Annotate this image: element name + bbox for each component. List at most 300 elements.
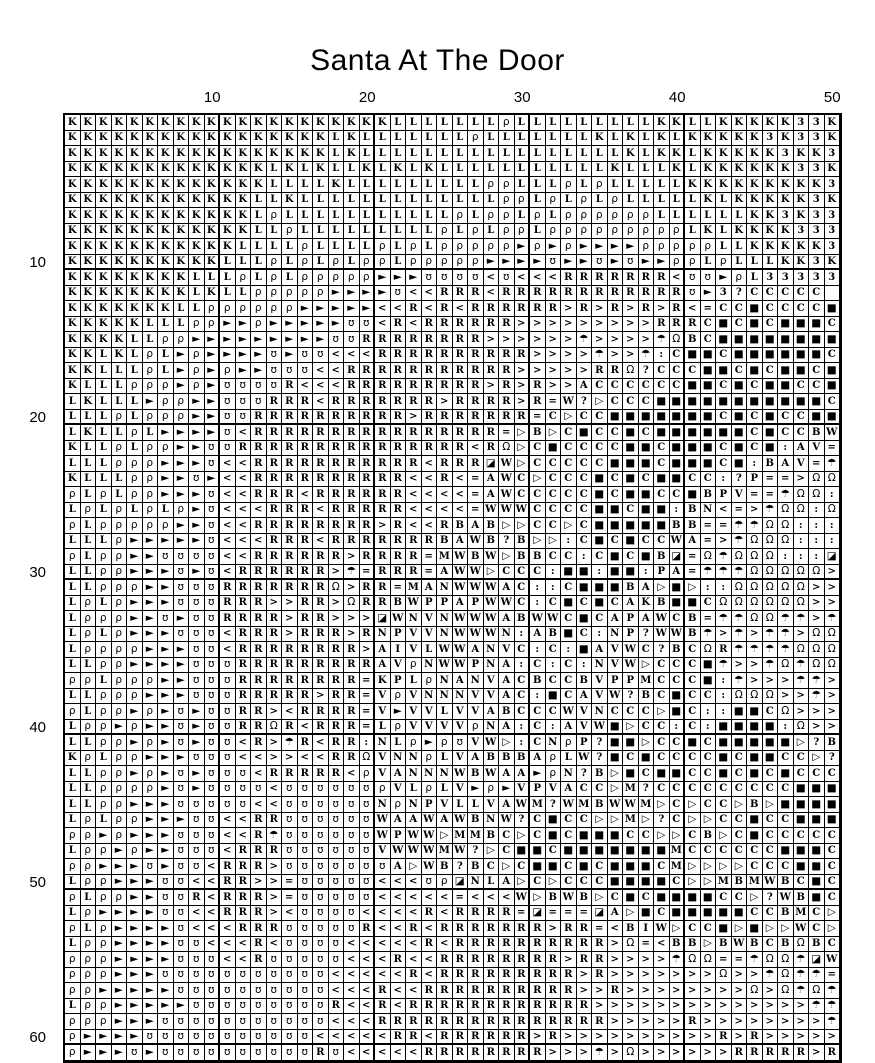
grid-cell: L [81, 565, 97, 581]
grid-cell: > [484, 379, 500, 395]
grid-cell: ☂ [747, 952, 763, 968]
grid-cell: ► [158, 782, 174, 798]
grid-cell: ■ [747, 348, 763, 364]
grid-cell: K [158, 131, 174, 147]
grid-cell: > [639, 999, 655, 1015]
grid-cell: 3 [809, 270, 825, 286]
grid-cell: R [453, 363, 469, 379]
grid-cell: W [484, 627, 500, 643]
grid-cell: C [639, 394, 655, 410]
grid-cell: ρ [205, 317, 221, 333]
grid-cell: P [468, 658, 484, 674]
grid-cell: L [158, 317, 174, 333]
grid-cell: ρ [112, 611, 128, 627]
grid-cell: ► [127, 859, 143, 875]
grid-cell: ■ [670, 456, 686, 472]
grid-cell: ʊ [251, 983, 267, 999]
grid-cell: Ω [778, 503, 794, 519]
grid-cell: L [406, 673, 422, 689]
grid-cell: C [654, 379, 670, 395]
grid-cell: R [484, 968, 500, 984]
grid-cell: R [437, 317, 453, 333]
grid-cell: > [763, 999, 779, 1015]
grid-cell: ʊ [344, 317, 360, 333]
grid-cell: : [515, 720, 531, 736]
grid-cell: ʊ [174, 735, 190, 751]
grid-cell: ■ [685, 441, 701, 457]
grid-cell: ► [158, 658, 174, 674]
grid-cell: ρ [267, 208, 283, 224]
grid-cell: > [623, 317, 639, 333]
grid-cell: ʊ [313, 906, 329, 922]
grid-cell: > [577, 1030, 593, 1046]
grid-cell: ■ [763, 332, 779, 348]
grid-cell: R [592, 270, 608, 286]
grid-cell: B [484, 518, 500, 534]
grid-cell: K [81, 131, 97, 147]
grid-cell: K [654, 115, 670, 131]
grid-cell: W [794, 921, 810, 937]
grid-cell: ʊ [251, 1045, 267, 1061]
grid-cell: V [577, 704, 593, 720]
grid-cell: ■ [747, 332, 763, 348]
grid-cell: = [282, 890, 298, 906]
grid-cell: L [65, 410, 81, 426]
grid-cell: K [112, 177, 128, 193]
grid-cell: ʊ [220, 425, 236, 441]
grid-cell: > [282, 596, 298, 612]
grid-cell: Ω [778, 596, 794, 612]
grid-cell: K [112, 286, 128, 302]
grid-cell: ʊ [267, 379, 283, 395]
grid-cell: ρ [375, 782, 391, 798]
grid-cell: R [344, 425, 360, 441]
top-axis-label: 20 [358, 89, 376, 106]
grid-cell: ρ [96, 611, 112, 627]
grid-cell: R [344, 720, 360, 736]
grid-cell: ʊ [282, 363, 298, 379]
grid-cell: V [484, 689, 500, 705]
grid-cell: : [794, 518, 810, 534]
grid-cell: 3 [794, 270, 810, 286]
grid-cell: L [732, 255, 748, 271]
grid-cell: Ω [825, 658, 841, 674]
grid-cell: ρ [360, 270, 376, 286]
grid-cell: R [267, 518, 283, 534]
grid-cell: K [623, 146, 639, 162]
grid-cell: R [794, 1045, 810, 1061]
grid-cell: ρ [81, 952, 97, 968]
grid-cell: ■ [794, 797, 810, 813]
grid-cell: L [267, 162, 283, 178]
grid-cell: ■ [608, 844, 624, 860]
grid-cell: > [530, 332, 546, 348]
grid-cell: C [561, 441, 577, 457]
grid-cell: B [809, 937, 825, 953]
grid-cell: K [127, 270, 143, 286]
grid-cell: L [484, 224, 500, 240]
grid-cell: C [623, 549, 639, 565]
grid-cell: ■ [654, 890, 670, 906]
grid-cell: R [267, 921, 283, 937]
grid-cell: ρ [329, 270, 345, 286]
grid-cell: C [701, 766, 717, 782]
grid-cell: R [499, 921, 515, 937]
grid-cell: L [453, 131, 469, 147]
grid-cell: ρ [65, 1014, 81, 1030]
grid-cell: = [546, 394, 562, 410]
grid-cell: R [375, 425, 391, 441]
grid-cell: ʊ [158, 1014, 174, 1030]
grid-cell: C [623, 751, 639, 767]
grid-cell: ʊ [189, 1045, 205, 1061]
grid-cell: C [747, 379, 763, 395]
grid-cell: ʊ [205, 751, 221, 767]
grid-cell: Ω [825, 627, 841, 643]
grid-cell: < [251, 503, 267, 519]
grid-cell: K [205, 286, 221, 302]
grid-cell: ρ [251, 286, 267, 302]
grid-cell: L [484, 115, 500, 131]
grid-cell: ► [96, 906, 112, 922]
grid-cell: V [375, 751, 391, 767]
grid-cell: W [453, 565, 469, 581]
grid-cell: C [561, 580, 577, 596]
grid-cell: C [763, 286, 779, 302]
grid-cell: ρ [267, 286, 283, 302]
grid-cell: ʊ [174, 565, 190, 581]
grid-cell: ■ [639, 875, 655, 891]
grid-cell: ■ [685, 487, 701, 503]
grid-cell: K [112, 131, 128, 147]
grid-cell: K [205, 177, 221, 193]
grid-cell: A [453, 673, 469, 689]
grid-cell: C [778, 782, 794, 798]
grid-cell: R [499, 394, 515, 410]
grid-cell: 3 [794, 224, 810, 240]
grid-cell: ► [360, 286, 376, 302]
grid-cell: ☂ [809, 968, 825, 984]
grid-cell: Ω [716, 968, 732, 984]
grid-cell: K [158, 146, 174, 162]
grid-cell: < [236, 518, 252, 534]
grid-cell: ρ [189, 348, 205, 364]
grid-cell: > [267, 906, 283, 922]
grid-cell: V [453, 782, 469, 798]
grid-cell: > [794, 689, 810, 705]
grid-cell: C [546, 549, 562, 565]
grid-cell: < [220, 549, 236, 565]
grid-cell: R [236, 689, 252, 705]
grid-cell: ► [174, 813, 190, 829]
grid-cell: ☂ [592, 348, 608, 364]
grid-cell: R [453, 425, 469, 441]
grid-cell: = [592, 921, 608, 937]
grid-cell: 3 [825, 239, 841, 255]
grid-cell: Ω [794, 503, 810, 519]
grid-cell: R [329, 534, 345, 550]
grid-cell: K [112, 270, 128, 286]
grid-cell: > [794, 627, 810, 643]
grid-cell: R [499, 999, 515, 1015]
grid-cell: L [437, 162, 453, 178]
grid-cell: C [530, 487, 546, 503]
grid-cell: < [220, 487, 236, 503]
grid-cell: K [81, 301, 97, 317]
grid-cell: R [236, 565, 252, 581]
grid-cell: C [747, 906, 763, 922]
grid-cell: C [561, 503, 577, 519]
grid-cell: R [468, 348, 484, 364]
grid-cell: W [654, 627, 670, 643]
grid-cell: ρ [127, 813, 143, 829]
grid-cell: ► [158, 766, 174, 782]
grid-cell: > [732, 983, 748, 999]
grid-cell: < [437, 906, 453, 922]
grid-cell: ► [127, 735, 143, 751]
grid-cell: ► [158, 797, 174, 813]
grid-cell: ρ [499, 115, 515, 131]
grid-cell: R [251, 906, 267, 922]
grid-cell: ■ [747, 766, 763, 782]
grid-cell: L [329, 239, 345, 255]
grid-cell: C [515, 704, 531, 720]
grid-cell: Ω [763, 596, 779, 612]
grid-cell: ◪ [453, 875, 469, 891]
grid-cell: C [515, 859, 531, 875]
grid-cell: N [391, 751, 407, 767]
grid-cell: V [391, 782, 407, 798]
grid-cell: < [220, 844, 236, 860]
grid-cell: < [236, 751, 252, 767]
grid-cell: L [65, 456, 81, 472]
grid-cell: R [267, 534, 283, 550]
grid-cell: L [701, 208, 717, 224]
grid-cell: ► [143, 642, 159, 658]
grid-cell: L [112, 394, 128, 410]
grid-cell: > [561, 301, 577, 317]
grid-cell: > [809, 704, 825, 720]
grid-cell: ρ [561, 224, 577, 240]
grid-cell: ■ [794, 844, 810, 860]
grid-cell: L [546, 177, 562, 193]
grid-cell: ʊ [205, 1045, 221, 1061]
grid-cell: R [437, 456, 453, 472]
grid-cell: A [794, 441, 810, 457]
grid-cell: P [623, 611, 639, 627]
grid-cell: R [422, 906, 438, 922]
grid-cell: ■ [670, 596, 686, 612]
grid-cell: C [809, 379, 825, 395]
grid-cell: K [189, 177, 205, 193]
grid-cell: ■ [623, 487, 639, 503]
grid-cell: K [96, 208, 112, 224]
grid-cell: R [344, 735, 360, 751]
grid-cell: C [825, 394, 841, 410]
grid-cell: L [65, 627, 81, 643]
grid-cell: L [267, 239, 283, 255]
grid-cell: K [189, 239, 205, 255]
grid-cell: P [608, 673, 624, 689]
grid-cell: ► [127, 658, 143, 674]
grid-cell: R [282, 673, 298, 689]
grid-cell: W [825, 425, 841, 441]
grid-cell: B [778, 875, 794, 891]
grid-cell: Ω [809, 658, 825, 674]
grid-cell: R [530, 1045, 546, 1061]
grid-cell: R [437, 1030, 453, 1046]
grid-cell: L [608, 146, 624, 162]
grid-cell: ► [158, 735, 174, 751]
grid-cell: ▷ [592, 813, 608, 829]
grid-cell: ▷ [809, 751, 825, 767]
grid-cell: A [515, 766, 531, 782]
grid-cell: ■ [716, 751, 732, 767]
grid-cell: ► [127, 534, 143, 550]
grid-cell: W [406, 596, 422, 612]
grid-cell: C [716, 456, 732, 472]
grid-cell: R [360, 549, 376, 565]
grid-cell: C [623, 503, 639, 519]
grid-cell: R [468, 394, 484, 410]
grid-cell: K [360, 162, 376, 178]
grid-cell: V [406, 627, 422, 643]
grid-cell: L [453, 193, 469, 209]
grid-cell: W [546, 611, 562, 627]
grid-cell: R [298, 704, 314, 720]
grid-cell: ☂ [809, 689, 825, 705]
grid-cell: V [375, 704, 391, 720]
grid-cell: L [360, 224, 376, 240]
grid-cell: R [561, 286, 577, 302]
grid-cell: M [468, 828, 484, 844]
grid-cell: ■ [592, 534, 608, 550]
grid-cell: R [360, 363, 376, 379]
grid-cell: C [515, 689, 531, 705]
grid-cell: L [65, 937, 81, 953]
grid-cell: ► [96, 859, 112, 875]
grid-cell: K [127, 131, 143, 147]
grid-cell: L [65, 642, 81, 658]
grid-cell: ρ [96, 658, 112, 674]
grid-cell: ► [112, 859, 128, 875]
grid-cell: L [313, 224, 329, 240]
grid-cell: > [623, 983, 639, 999]
grid-cell: L [422, 642, 438, 658]
grid-cell: L [422, 177, 438, 193]
grid-cell: ρ [453, 255, 469, 271]
grid-cell: ρ [422, 255, 438, 271]
grid-cell: ʊ [236, 999, 252, 1015]
grid-cell: L [65, 394, 81, 410]
grid-cell: C [763, 844, 779, 860]
grid-cell: W [530, 611, 546, 627]
grid-cell: L [763, 255, 779, 271]
grid-cell: L [251, 224, 267, 240]
grid-cell: > [763, 1014, 779, 1030]
grid-cell: = [561, 906, 577, 922]
grid-cell: ʊ [298, 828, 314, 844]
grid-cell: L [561, 162, 577, 178]
grid-cell: ► [267, 317, 283, 333]
grid-cell: P [468, 596, 484, 612]
grid-cell: C [608, 472, 624, 488]
grid-cell: K [96, 332, 112, 348]
grid-cell: R [453, 968, 469, 984]
grid-cell: V [406, 642, 422, 658]
grid-cell: ʊ [205, 487, 221, 503]
grid-cell: R [282, 534, 298, 550]
grid-cell: R [329, 503, 345, 519]
grid-cell: ▷ [561, 410, 577, 426]
grid-cell: 3 [778, 270, 794, 286]
grid-cell: A [437, 565, 453, 581]
grid-cell: L [406, 782, 422, 798]
grid-cell: < [375, 1045, 391, 1061]
grid-cell: K [143, 146, 159, 162]
grid-cell: > [608, 952, 624, 968]
grid-cell: L [685, 208, 701, 224]
grid-cell: R [623, 286, 639, 302]
grid-cell: ρ [81, 968, 97, 984]
grid-cell: L [81, 704, 97, 720]
grid-cell: > [685, 1045, 701, 1061]
grid-cell: ρ [65, 487, 81, 503]
grid-cell: K [763, 162, 779, 178]
grid-cell: ► [468, 782, 484, 798]
grid-cell: W [592, 720, 608, 736]
grid-cell: K [329, 177, 345, 193]
grid-cell: < [375, 875, 391, 891]
grid-cell: C [592, 379, 608, 395]
grid-cell: ► [112, 999, 128, 1015]
grid-cell: > [267, 596, 283, 612]
grid-cell: = [701, 518, 717, 534]
grid-cell: ρ [670, 239, 686, 255]
grid-cell: ■ [794, 348, 810, 364]
grid-cell: C [608, 379, 624, 395]
grid-cell: R [546, 301, 562, 317]
grid-cell: L [747, 255, 763, 271]
grid-cell: : [546, 580, 562, 596]
grid-cell: ? [639, 627, 655, 643]
grid-cell: > [608, 937, 624, 953]
grid-cell: ■ [592, 844, 608, 860]
grid-cell: R [391, 394, 407, 410]
grid-cell: < [329, 1030, 345, 1046]
grid-cell: ► [298, 317, 314, 333]
grid-cell: > [344, 627, 360, 643]
grid-cell: R [344, 704, 360, 720]
grid-cell: ► [174, 689, 190, 705]
grid-cell: C [732, 813, 748, 829]
grid-cell: C [732, 301, 748, 317]
grid-cell: C [732, 828, 748, 844]
grid-cell: ■ [546, 441, 562, 457]
grid-cell: C [639, 642, 655, 658]
grid-cell: ▷ [701, 813, 717, 829]
grid-cell: ρ [81, 813, 97, 829]
grid-cell: L [546, 146, 562, 162]
grid-cell: ʊ [189, 1014, 205, 1030]
grid-cell: L [65, 565, 81, 581]
grid-cell: ρ [143, 518, 159, 534]
grid-cell: ► [127, 906, 143, 922]
grid-cell: R [592, 286, 608, 302]
grid-cell: ʊ [205, 968, 221, 984]
grid-cell: R [375, 983, 391, 999]
grid-cell: ■ [639, 906, 655, 922]
